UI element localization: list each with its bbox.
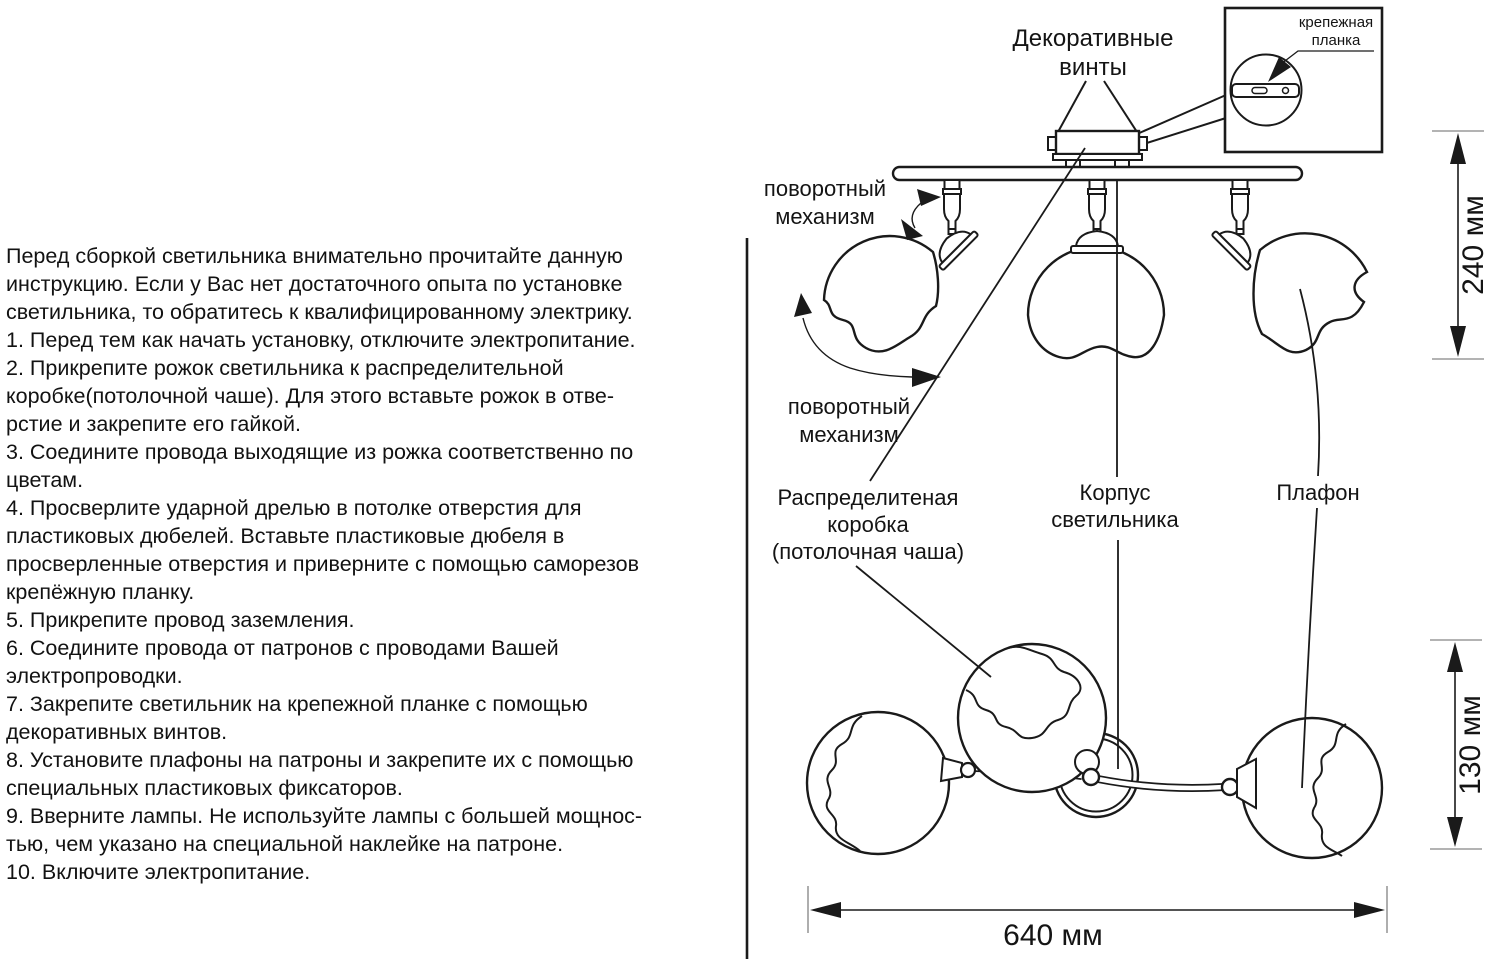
fixture-side-view <box>794 131 1367 387</box>
socket-cup-right-bottom <box>1237 759 1256 808</box>
decorative-screws-text: винты <box>1059 54 1127 81</box>
fixture-body-label: Корпус <box>1079 480 1151 505</box>
dimension-arrowhead-up <box>1447 642 1463 672</box>
shade-label: Плафон <box>1276 480 1360 505</box>
swivel-mechanism-label-top: поворотный <box>763 176 887 201</box>
fixture-bottom-view <box>807 644 1382 858</box>
stem-right <box>1231 180 1249 234</box>
bar-ring-right <box>1222 779 1238 795</box>
instruction-line: крепёжную планку. <box>6 580 195 604</box>
instruction-line: светильника, то обратитесь к квалифицированному электрику. <box>6 300 633 324</box>
instruction-line: цветам. <box>6 468 84 492</box>
swivel-joint <box>1237 229 1244 234</box>
instruction-line: декоративных винтов. <box>6 720 228 744</box>
swivel-mechanism-label-bottom: поворотный <box>787 394 911 419</box>
dimension-arrowhead-left <box>810 902 841 918</box>
instruction-line: электропроводки. <box>6 664 183 688</box>
ceiling-cup <box>1056 131 1139 154</box>
bar-ring-left <box>961 763 975 777</box>
screws-leader-line <box>1104 81 1137 132</box>
stem-body <box>1232 194 1248 229</box>
dimension-value-240: 240 мм <box>1457 195 1490 295</box>
socket-cup-middle <box>1071 231 1123 253</box>
stem-left <box>943 180 961 234</box>
glass-globe-right-bottom <box>1242 718 1382 858</box>
socket-dome <box>1076 231 1118 246</box>
instruction-line: 4. Просверлите ударной дрелью в потолке отверстия для <box>6 496 582 520</box>
instruction-line: коробке(потолочной чаше). Для этого вставьте рожок в отве- <box>6 384 615 408</box>
junction-box-label: Распределитеная <box>777 485 959 510</box>
instruction-line: 9. Вверните лампы. Не используйте лампы с большей мощнос- <box>6 804 643 828</box>
mounting-bracket-label: планка <box>1311 32 1361 49</box>
stem-collar <box>945 180 960 189</box>
instruction-line: тью, чем указано на специальной наклейке на патроне. <box>6 832 564 856</box>
dimension-640mm <box>808 886 1387 952</box>
junction-box-leader-bottom <box>856 566 991 677</box>
instruction-line: Перед сборкой светильника внимательно прочитайте данную <box>6 244 623 268</box>
swivel-arc-small <box>912 203 921 228</box>
dimension-arrowhead-up <box>1450 133 1466 164</box>
instruction-line: пластиковых дюбелей. Вставьте пластиковые дюбеля в <box>6 524 565 548</box>
dimension-value-130: 130 мм <box>1454 695 1487 795</box>
glass-globe-middle <box>1028 247 1164 358</box>
instruction-line: 10. Включите электропитание. <box>6 860 311 884</box>
stem-collar <box>1233 180 1248 189</box>
socket-cup-left-bottom <box>941 758 962 781</box>
swivel-arrowhead <box>794 293 812 317</box>
fixture-body-label: светильника <box>1051 507 1179 532</box>
swivel-mechanism-label-bottom: механизм <box>799 422 899 447</box>
junction-box-label: коробка <box>827 512 909 537</box>
glass-globe-left <box>824 236 938 351</box>
instruction-line: 1. Перед тем как начать установку, отключите электропитание. <box>6 328 636 352</box>
screws-leader-line <box>1058 81 1086 132</box>
part-labels <box>764 176 1360 564</box>
decorative-screws-text: Декоративные <box>1012 25 1174 52</box>
socket-rim <box>1071 246 1123 253</box>
instruction-line: 8. Установите плафоны на патроны и закрепите их с помощью <box>6 748 634 772</box>
stem-body <box>944 194 960 229</box>
instruction-line: 7. Закрепите светильник на крепежной планке с помощью <box>6 692 588 716</box>
stem-collar <box>1090 180 1105 189</box>
dimension-arrowhead-down <box>1450 326 1466 357</box>
instruction-line: просверленные отверстия и приверните с помощью саморезов <box>6 552 639 576</box>
swivel-mechanism-label-top: механизм <box>775 204 875 229</box>
instruction-line: специальных пластиковых фиксаторов. <box>6 776 403 800</box>
dimension-240mm <box>1432 131 1490 359</box>
stem-body <box>1089 194 1105 229</box>
instruction-line: 6. Соедините провода от патронов с проводами Вашей <box>6 636 559 660</box>
dimension-arrowhead-down <box>1447 817 1463 847</box>
swivel-arrowhead <box>917 189 941 206</box>
instruction-line: 3. Соедините провода выходящие из рожка соответственно по <box>6 440 634 464</box>
dimension-130mm <box>1430 640 1487 849</box>
stem-middle <box>1088 180 1106 234</box>
instruction-line: инструкцию. Если у Вас нет достаточного опыта по установке <box>6 272 623 296</box>
decorative-screws-label <box>1013 25 1174 132</box>
mounting-bracket-label: крепежная <box>1298 14 1374 31</box>
junction-box-label: (потолочная чаша) <box>771 539 965 564</box>
fixture-bar <box>893 167 1302 180</box>
instruction-line: рстие и закрепите его гайкой. <box>6 412 301 436</box>
dimension-value-640: 640 мм <box>1003 919 1103 952</box>
instruction-line: 5. Прикрепите провод заземления. <box>6 608 355 632</box>
dimension-arrowhead-right <box>1354 902 1385 918</box>
instruction-line: 2. Прикрепите рожок светильника к распределительной <box>6 356 564 380</box>
bar-hook-center <box>1083 769 1099 785</box>
